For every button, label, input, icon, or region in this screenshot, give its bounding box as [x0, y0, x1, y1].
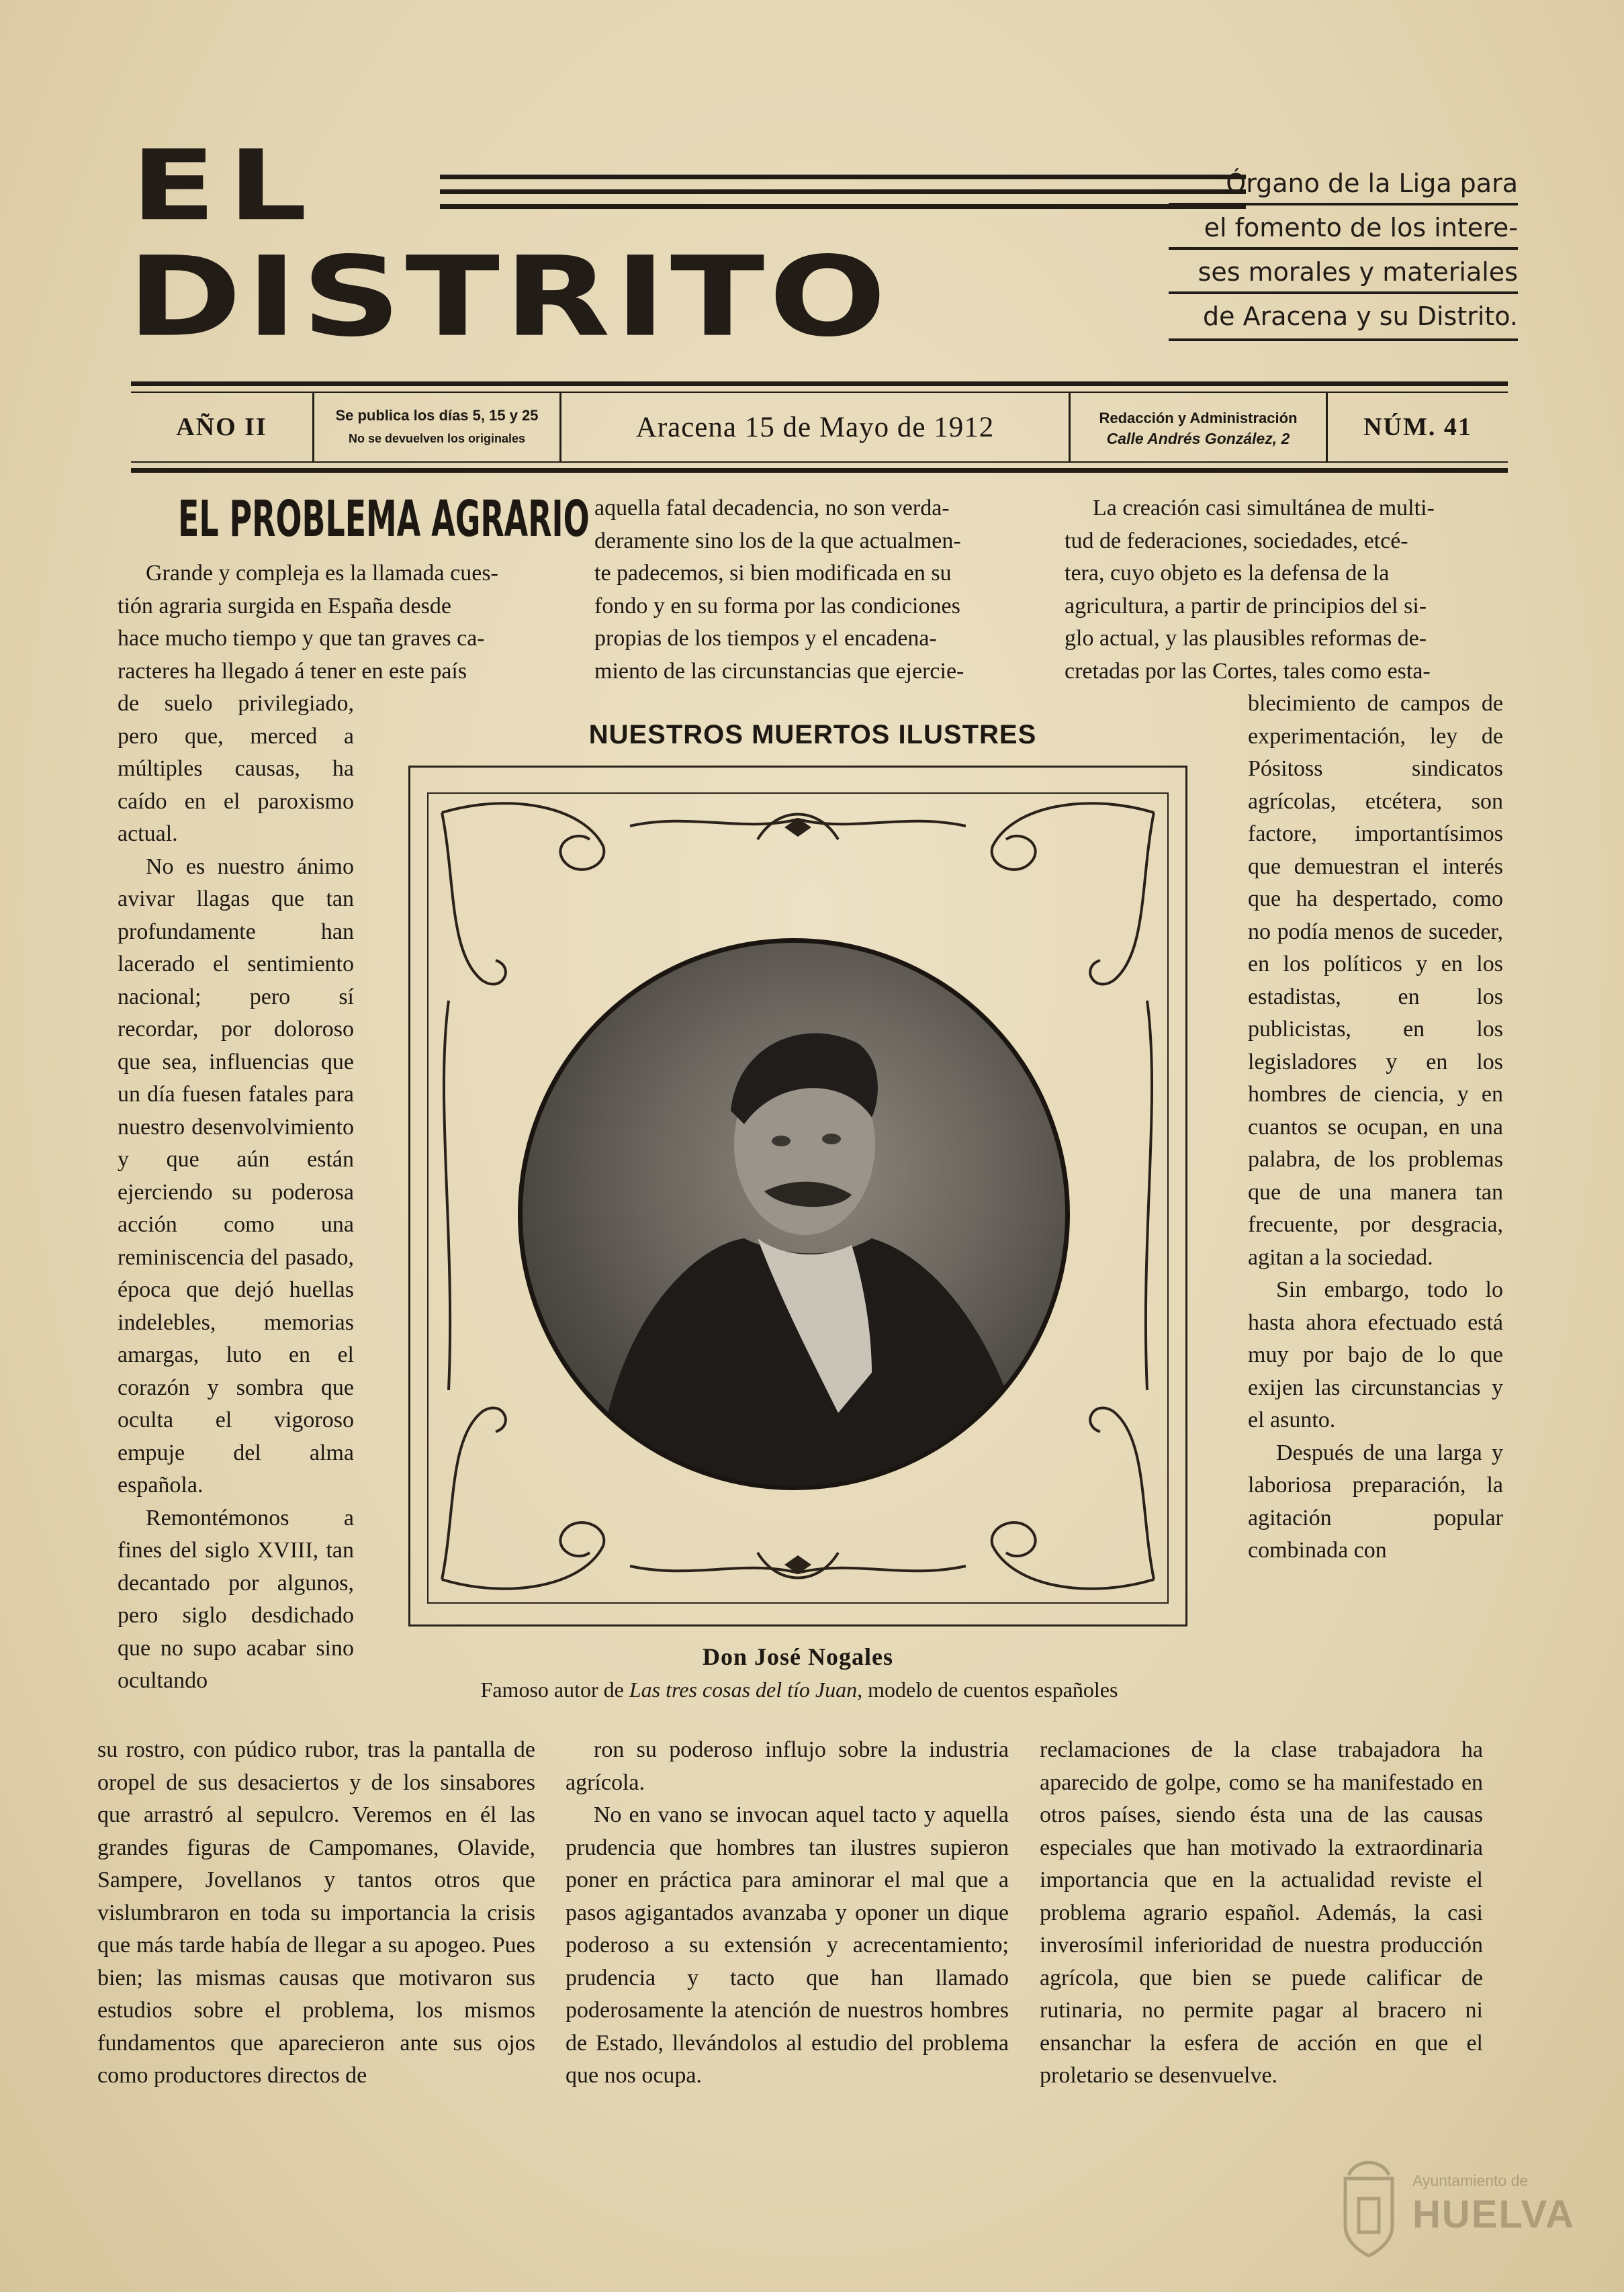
article-col2-top	[594, 492, 1034, 688]
text-line: glo actual, y las plausibles reformas de-	[1065, 626, 1427, 651]
watermark-line2: HUELVA	[1412, 2193, 1575, 2236]
portrait-photo	[518, 938, 1070, 1490]
tagline-line: ses morales y materiales	[1198, 257, 1518, 287]
paragraph: Después de una larga y laboriosa preparación, la agitación popular combinada con	[1248, 1440, 1503, 1563]
publication-schedule: Se publica los días 5, 15 y 25	[335, 407, 539, 424]
portrait-figure-icon	[523, 943, 1065, 1485]
watermark-line1: Ayuntamiento de	[1412, 2172, 1529, 2189]
text-line: fondo y en su forma por las condiciones	[594, 593, 960, 618]
masthead-rule	[440, 189, 1246, 194]
text-line: racteres ha llegado á tener en este país	[118, 658, 467, 684]
paragraph: ron su poderoso influjo sobre la industria agrícola.	[566, 1737, 1009, 1795]
paragraph: Remontémonos a fines del siglo XVIII, tan decantado por algunos, pero siglo desdichado que no supo acabar sino ocultando	[118, 1505, 354, 1693]
feature-heading: NUESTROS MUERTOS ILUSTRES	[588, 720, 1037, 749]
masthead	[127, 129, 1145, 373]
tagline-line: el fomento de los intere-	[1204, 213, 1518, 242]
portrait-frame	[408, 766, 1187, 1626]
tagline-line: Órgano de la Liga para	[1226, 169, 1518, 198]
text-line: agricultura, a partir de principios del si-	[1065, 593, 1427, 618]
article-col3-bottom	[1040, 1734, 1483, 2093]
text-line: miento de las circunstancias que ejercie-	[594, 658, 964, 684]
paragraph: de suelo privilegiado, pero que, merced a múltiples causas, ha caído en el paroxismo actual.	[118, 691, 354, 846]
article-col2-bottom	[566, 1734, 1009, 2093]
text-line: tera, cuyo objeto es la defensa de la	[1065, 561, 1390, 586]
masthead-rule	[440, 175, 1246, 179]
tagline-rule	[1169, 291, 1518, 294]
year-cell	[131, 392, 312, 463]
caption-work-title: Las tres cosas del tío Juan	[629, 1678, 858, 1702]
date-cell	[561, 392, 1069, 463]
issue-info-bar	[131, 381, 1508, 473]
masthead-rule	[440, 204, 1246, 209]
text-line: tión agraria surgida en España desde	[118, 593, 451, 618]
number-cell	[1328, 392, 1508, 463]
tagline-line: de Aracena y su Distrito.	[1203, 302, 1518, 331]
publication-note: No se devuelven los originales	[348, 432, 526, 445]
text-line: La creación casi simultánea de multi-	[1093, 496, 1435, 520]
paragraph: blecimiento de campos de experimentación, ley de Pósitoss sindicatos agrícolas, etcétera, son factore, importantísimos que demuestran el interés que ha despertado, como no podía menos de suceder, en los políticos y en los estadistas, en los publicistas, en los legisladores y en los hombres de ciencia, y en cuantos se ocupan, en una palabra, de los problemas que de una manera tan frecuente, por desgracia, agitan a la sociedad.	[1248, 691, 1503, 1270]
text-line: deramente sino los de la que actualmen-	[594, 528, 961, 553]
text-line: aquella fatal decadencia, no son verda-	[594, 496, 950, 520]
caption-suffix: , modelo de cuentos españoles	[857, 1678, 1118, 1702]
paragraph: Sin embargo, todo lo hasta ahora efectuado está muy por bajo de lo que exijen las circunstancias y el asunto.	[1248, 1277, 1503, 1432]
portrait-caption-name: Don José Nogales	[703, 1643, 893, 1670]
archive-watermark	[1328, 2145, 1584, 2266]
issue-date: Aracena 15 de Mayo de 1912	[635, 411, 995, 443]
tagline-rule	[1169, 203, 1518, 205]
paragraph: reclamaciones de la clase trabajadora ha aparecido de golpe, como se ha manifestado en otros países, siendo ésta una de las causas especiales que han motivado la extraordinaria importancia que en la actualidad reviste el problema agrario español. Además, la casi inverosímil inferioridad de nuestra producción agrícola, que bien se puede calificar de rutinaria, no permite pagar al bracero ni ensanchar la esfera de acción en que el proletario se desenvuelve.	[1040, 1737, 1483, 2088]
portrait-caption	[349, 1678, 1249, 1702]
text-line: Grande y compleja es la llamada cues-	[146, 561, 498, 586]
masthead-tagline	[1155, 161, 1518, 338]
publication-cell	[314, 392, 559, 463]
tagline-rule	[1169, 247, 1518, 250]
office-cell	[1071, 392, 1326, 463]
text-line: propias de los tiempos y el encadena-	[594, 626, 937, 651]
office-address: Calle Andrés González, 2	[1106, 429, 1290, 447]
masthead-title-line1: EL	[131, 129, 320, 242]
article-col1-bottom	[97, 1734, 535, 2093]
article-col3-narrow	[1248, 688, 1503, 1567]
paragraph: No en vano se invocan aquel tacto y aquella prudencia que hombres tan ilustres supieron poner en práctica para aminorar el mal que a pasos agigantados avanzaba y oponer un dique poderoso a su extensión y acrecentamiento; prudencia y tacto que han llamado poderosamente la atención de nuestros hombres de Estado, llevándolos al estudio del problema que nos ocupa.	[566, 1802, 1009, 2088]
coat-of-arms-icon	[1332, 2152, 1406, 2259]
caption-prefix: Famoso autor de	[480, 1678, 624, 1702]
office-label: Redacción y Administración	[1099, 409, 1298, 426]
masthead-title-line2: DISTRITO	[127, 232, 891, 362]
article-col1-top	[118, 557, 564, 688]
article-col1-narrow	[118, 688, 354, 1698]
text-line: cretadas por las Cortes, tales como esta-	[1065, 658, 1431, 684]
article-col3-top	[1065, 492, 1511, 688]
article-title: EL PROBLEMA AGRARIO	[178, 490, 590, 548]
issue-year: AÑO II	[176, 413, 267, 441]
text-line: tud de federaciones, sociedades, etcé-	[1065, 528, 1408, 553]
tagline-rule	[1169, 338, 1518, 341]
issue-number: NÚM. 41	[1363, 413, 1472, 441]
text-line: hace mucho tiempo y que tan graves ca-	[118, 626, 485, 651]
paragraph: su rostro, con púdico rubor, tras la pantalla de oropel de sus desaciertos y de los sinsabores que arrastró al sepulcro. Veremos en él las grandes figuras de Campomanes, Olavide, Sampere, Jovellanos y tantos otros que vislumbraron en toda su importancia la crisis que más tarde había de llegar a su apogeo. Pues bien; las mismas causas que motivaron sus estudios sobre el problema, los mismos fundamentos que aparecieron ante sus ojos como productores directos de	[97, 1737, 535, 2088]
text-line: te padecemos, si bien modificada en su	[594, 561, 952, 586]
paragraph: No es nuestro ánimo avivar llagas que tan profundamente han lacerado el sentimiento nacional; pero sí recordar, por doloroso que sea, influencias que un día fuesen fatales para nuestro desenvolvimiento y que aún están ejerciendo su poderosa acción como una reminiscencia del pasado, época que dejó huellas indelebles, memorias amargas, luto en el corazón y sombra que oculta el vigoroso empuje del alma española.	[118, 854, 354, 1498]
